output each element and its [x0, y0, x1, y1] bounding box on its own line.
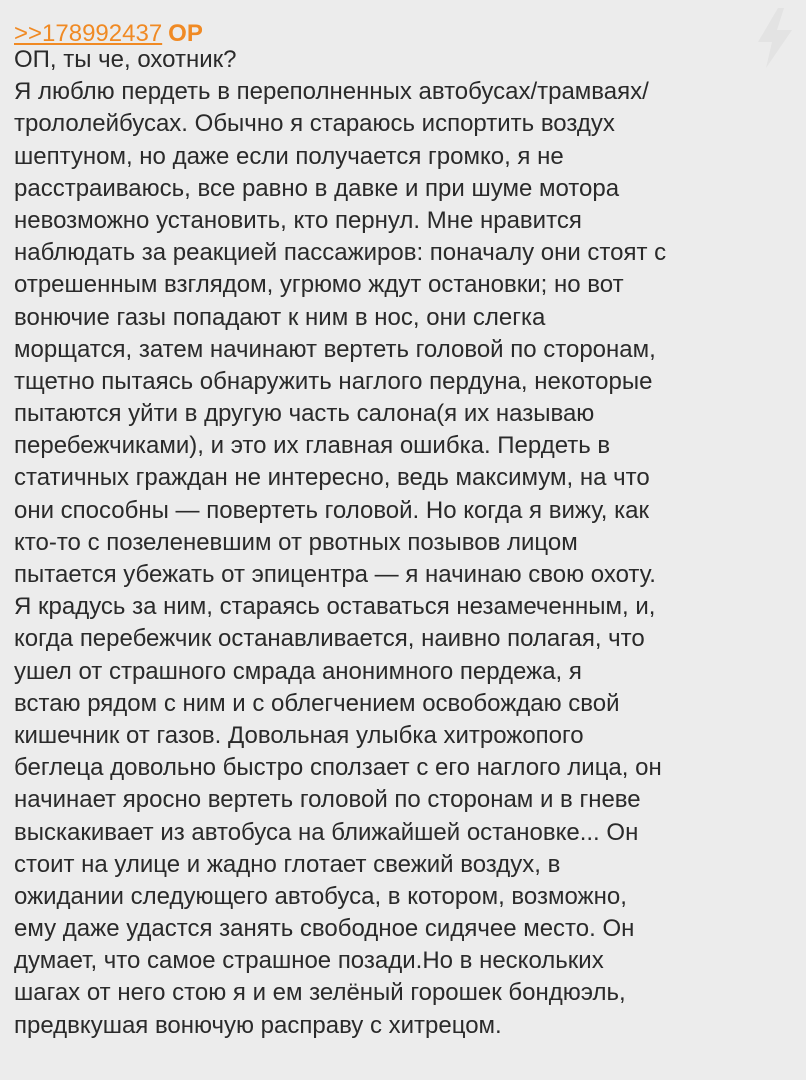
post-text-line: когда перебежчик останавливается, наивно полагая, что — [14, 625, 645, 653]
post-text-line: предвкушая вонючую расправу с хитрецом. — [14, 1011, 502, 1039]
reply-link[interactable]: >>178992437 — [14, 20, 163, 47]
post-text-line: начинает яросно вертеть головой по сторонам и в гневе — [14, 786, 641, 814]
post-text-line: шептуном, но даже если получается громко, я не — [14, 142, 564, 170]
post-text-line: шагах от него стою я и ем зелёный горошек бондюэль, — [14, 979, 626, 1007]
op-badge: OP — [168, 20, 203, 47]
post-text-line: ОП, ты че, охотник? — [14, 46, 237, 73]
post-text-line: выскакивает из автобуса на ближайшей остановке... Он — [14, 818, 639, 846]
post-text-line: кишечник от газов. Довольная улыбка хитрожопого — [14, 721, 584, 749]
post-text-line: тщетно пытаясь обнаружить наглого пердуна, некоторые — [14, 367, 653, 395]
post-text-line: отрешенным взглядом, угрюмо ждут остановки; но вот — [14, 271, 624, 299]
post-text-line: трололейбусах. Обычно я стараюсь испортить воздух — [14, 110, 615, 138]
post-text-line: вонючие газы попадают к ним в нос, они слегка — [14, 303, 546, 331]
post-text-line: беглеца довольно быстро сползает с его наглого лица, он — [14, 754, 662, 782]
post-text-line: ожидании следующего автобуса, в котором, возможно, — [14, 882, 627, 910]
post-body — [14, 44, 794, 1042]
post-text-line: думает, что самое страшное позади.Но в нескольких — [14, 947, 604, 975]
post-text-line: морщатся, затем начинают вертеть головой по сторонам, — [14, 335, 656, 363]
post-text-line: ушел от страшного смрада анонимного пердежа, я — [14, 657, 582, 685]
post-text-line: расстраиваюсь, все равно в давке и при шуме мотора — [14, 174, 620, 202]
post-text-line: ему даже удастся занять свободное сидячее место. Он — [14, 915, 635, 943]
post-text-line: кто-то с позеленевшим от рвотных позывов лицом — [14, 528, 578, 556]
post-text-line: стоит на улице и жадно глотает свежий воздух, в — [14, 850, 561, 878]
post-text-line: перебежчиками), и это их главная ошибка. Пердеть в — [14, 432, 611, 460]
post-text-line: встаю рядом с ним и с облегчением освобождаю свой — [14, 689, 620, 717]
post-text-line: Я крадусь за ним, стараясь оставаться незамеченным, и, — [14, 593, 656, 621]
post-text-line: пытаются уйти в другую часть салона(я их называю — [14, 400, 595, 428]
post-text-line: Я люблю пердеть в переполненных автобусах/трамваях/ — [14, 78, 649, 106]
post-text-line: статичных граждан не интересно, ведь максимум, на что — [14, 464, 650, 492]
post-text-line: пытается убежать от эпицентра — я начинаю свою охоту. — [14, 561, 656, 588]
post-text-line: наблюдать за реакцией пассажиров: поначалу они стоят с — [14, 239, 667, 267]
post-text-line: они способны — повертеть головой. Но когда я вижу, как — [14, 496, 650, 524]
post-text-line: невозможно установить, кто пернул. Мне нравится — [14, 206, 582, 234]
